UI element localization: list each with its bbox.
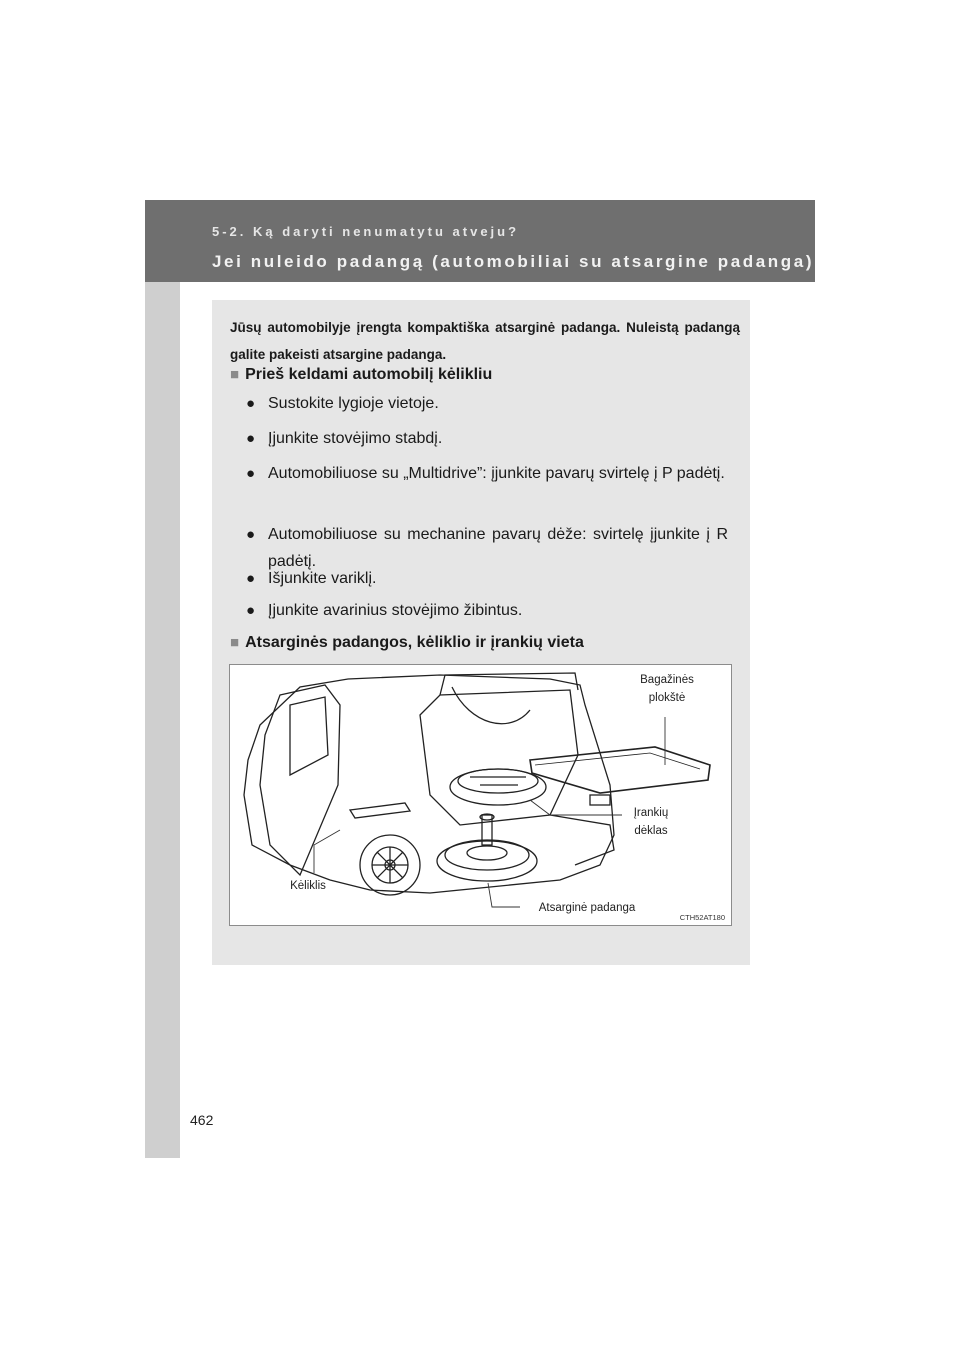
section-heading-text: Prieš keldami automobilį kėlikliu bbox=[245, 366, 493, 383]
list-item-text: Išjunkite variklį. bbox=[268, 570, 377, 587]
page-title: Jei nuleido padangą (automobiliai su atsargine padanga) bbox=[212, 252, 815, 271]
section-heading-text: Atsarginės padangos, kėliklio ir įrankių vieta bbox=[245, 634, 584, 651]
section-heading-spare-location bbox=[230, 634, 584, 652]
list-item bbox=[246, 390, 728, 417]
list-item bbox=[246, 565, 728, 592]
leader-line-jack bbox=[314, 830, 340, 873]
leader-line-tool-tray bbox=[530, 800, 622, 815]
cargo-floor-board bbox=[530, 747, 710, 793]
round-bullet-icon: ● bbox=[246, 570, 256, 587]
round-bullet-icon: ● bbox=[246, 602, 256, 619]
round-bullet-icon: ● bbox=[246, 465, 256, 482]
square-bullet-icon: ■ bbox=[230, 366, 240, 383]
list-item bbox=[246, 425, 728, 452]
figure-code: CTH52AT180 bbox=[679, 913, 725, 922]
page-margin-band bbox=[145, 200, 180, 1158]
intro-paragraph: Jūsų automobilyje įrengta kompaktiška atsarginė padanga. Nuleistą padangą galite pakeisti atsargine padanga. bbox=[230, 320, 740, 362]
square-bullet-icon: ■ bbox=[230, 634, 240, 651]
list-item bbox=[246, 460, 728, 487]
list-item-text: Įjunkite stovėjimo stabdį. bbox=[268, 430, 443, 447]
label-spare-tire: Atsarginė padanga bbox=[538, 902, 636, 914]
round-bullet-icon: ● bbox=[246, 526, 256, 543]
round-bullet-icon: ● bbox=[246, 430, 256, 447]
section-label: 5-2. Ką daryti nenumatytu atveju? bbox=[212, 224, 520, 239]
list-item bbox=[246, 597, 728, 624]
label-jack: Kėliklis bbox=[290, 880, 326, 892]
list-item-text: Sustokite lygioje vietoje. bbox=[268, 395, 439, 412]
spare-tire-location-illustration bbox=[229, 664, 732, 926]
jack bbox=[350, 803, 410, 818]
list-item-text: Automobiliuose su „Multidrive”: įjunkite pavarų svirtelę į P padėtį. bbox=[268, 465, 725, 482]
round-bullet-icon: ● bbox=[246, 395, 256, 412]
label-tool-tray: Įrankių dėklas bbox=[633, 807, 669, 837]
list-item-text: Įjunkite avarinius stovėjimo žibintus. bbox=[268, 602, 523, 619]
page-number: 462 bbox=[190, 1112, 214, 1128]
section-heading-before-jacking bbox=[230, 366, 492, 384]
label-floor-board: Bagažinės plokštė bbox=[640, 674, 694, 704]
list-item-text: Automobiliuose su mechanine pavarų dėže: svirtelę įjunkite į R padėtį. bbox=[268, 526, 728, 570]
